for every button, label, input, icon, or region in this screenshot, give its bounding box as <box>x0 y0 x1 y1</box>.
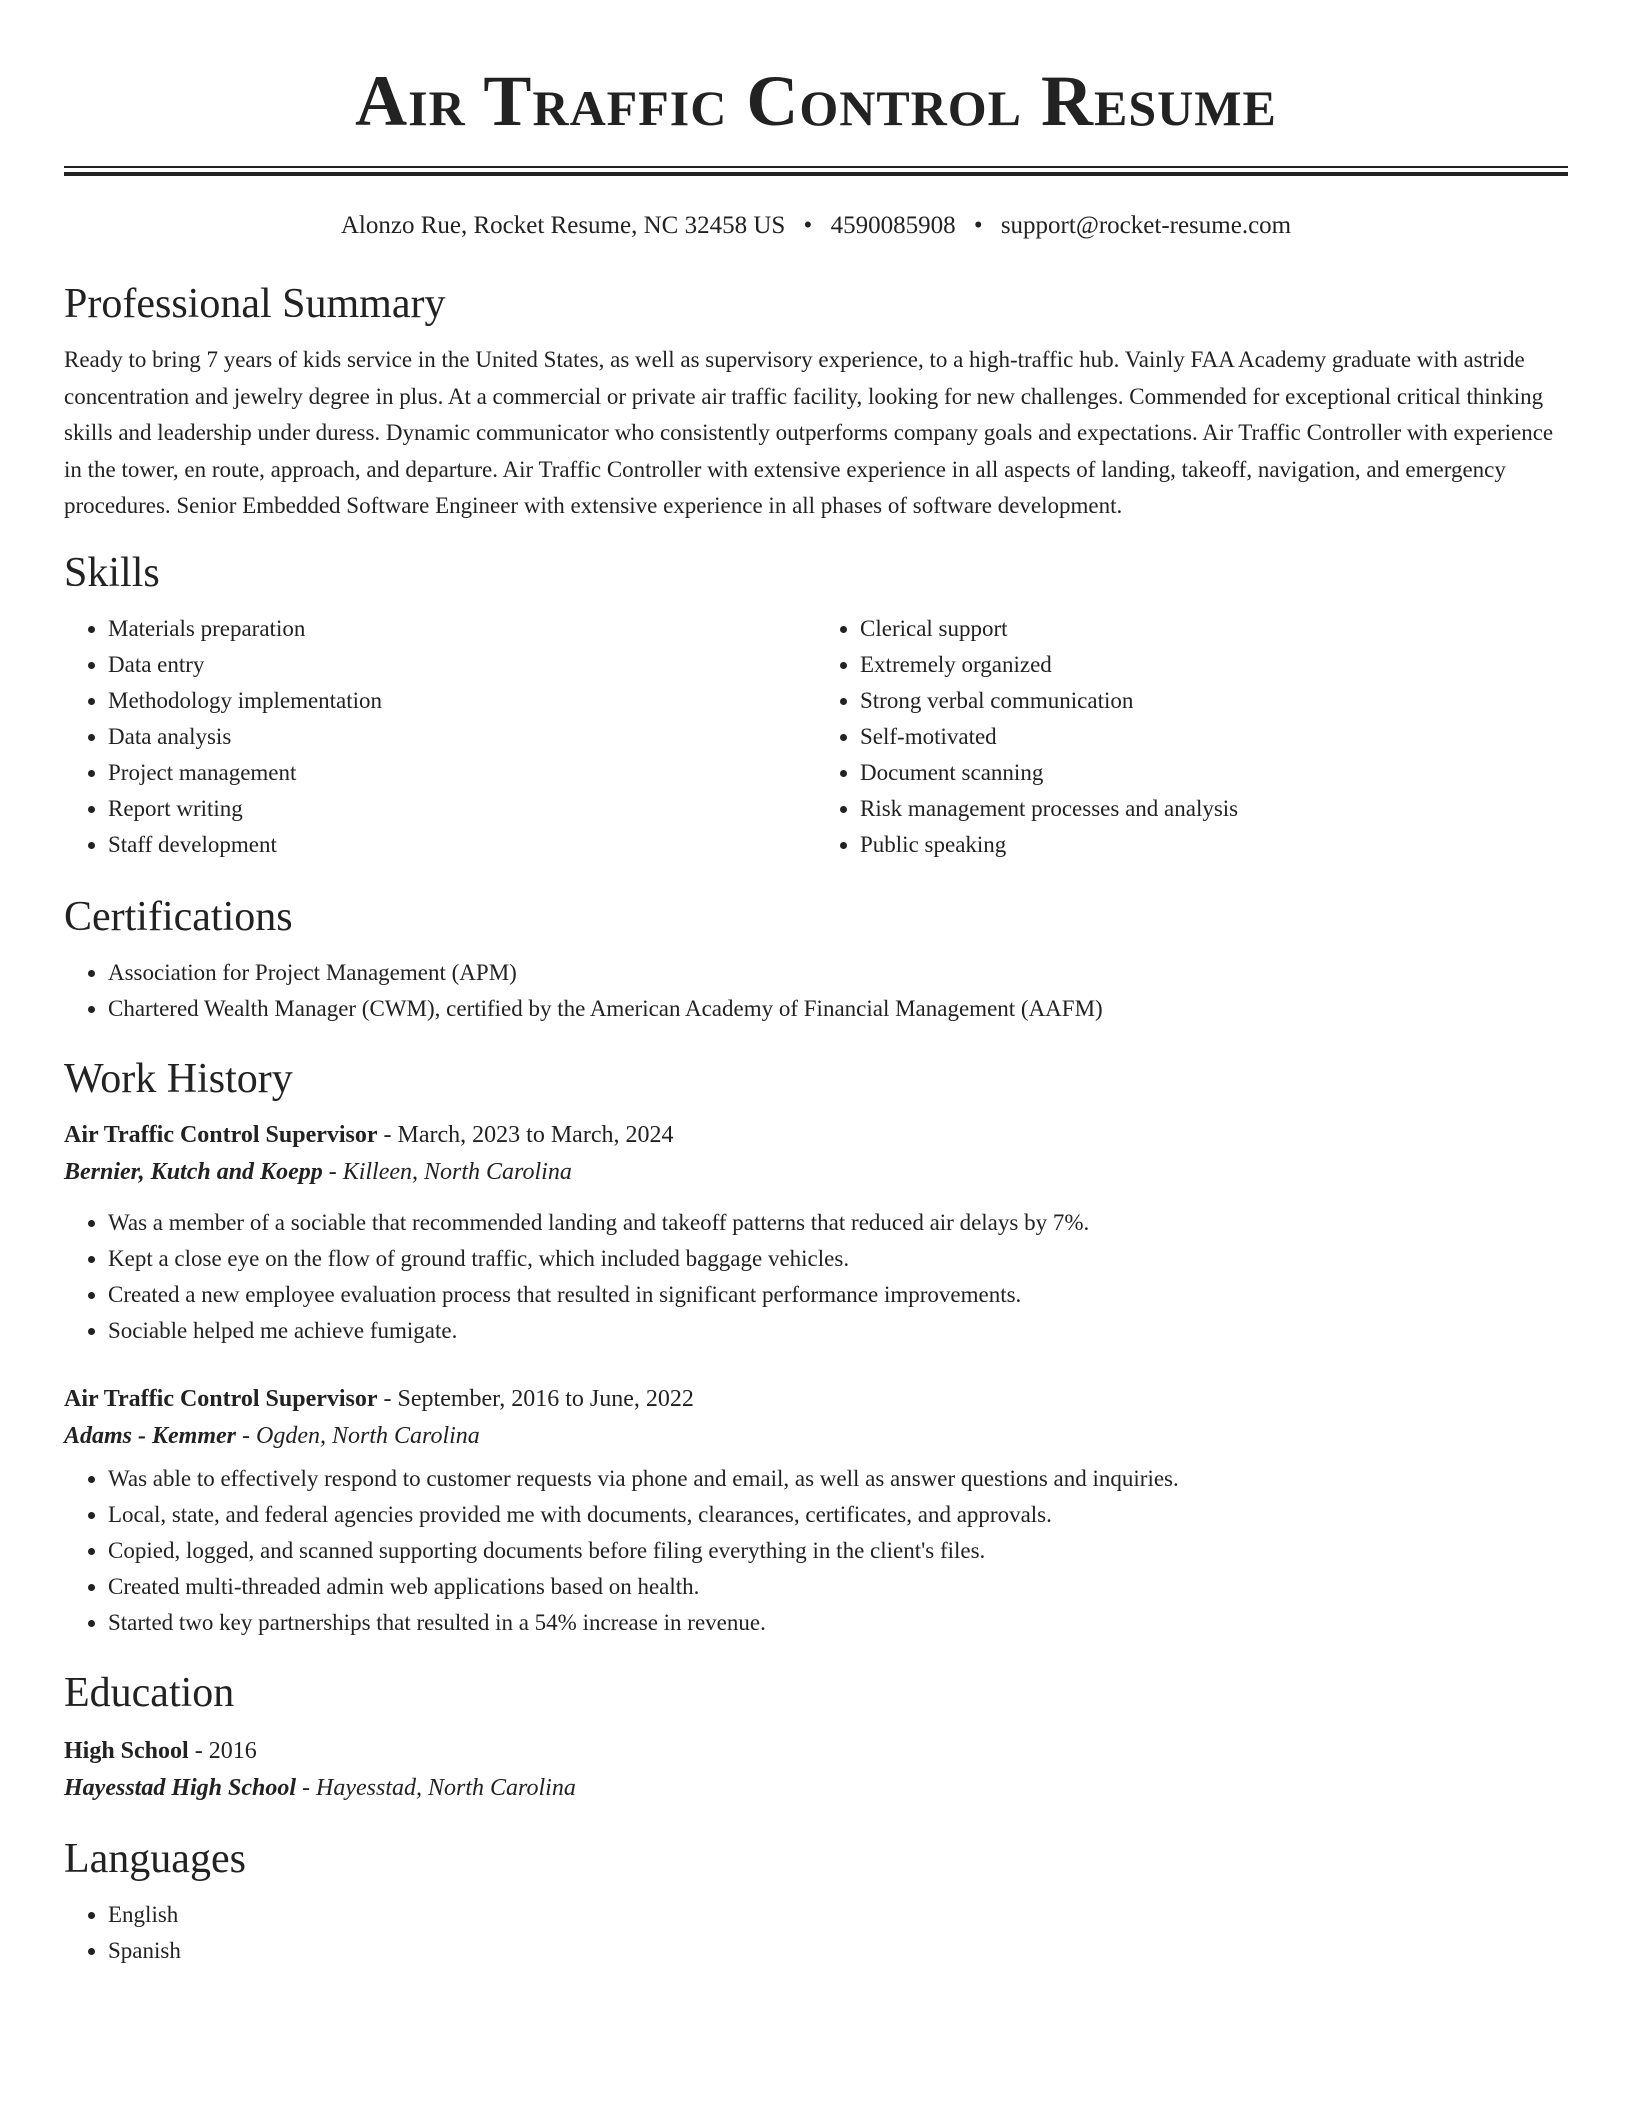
contact-line <box>64 210 1568 242</box>
education-degree: High School <box>64 1737 189 1764</box>
skill-item: • Self-motivated <box>860 719 1568 755</box>
education-location: - Hayesstad, North Carolina <box>302 1774 576 1801</box>
contact-address: Alonzo Rue, Rocket Resume, NC 32458 US <box>340 212 786 239</box>
certifications-heading: Certifications <box>64 893 293 940</box>
job-header <box>64 1381 1568 1417</box>
certification-item: • Association for Project Management (APM) <box>108 955 1568 991</box>
title-divider <box>64 166 1568 176</box>
work-history-heading: Work History <box>64 1055 293 1102</box>
skills-column-right <box>816 611 1568 863</box>
skill-item: • Report writing <box>108 791 816 827</box>
contact-separator: • <box>973 212 983 239</box>
skill-item: • Public speaking <box>860 827 1568 863</box>
skills-grid <box>64 611 1568 863</box>
job-duty: • Copied, logged, and scanned supporting documents before filing everything in the client's files. <box>108 1533 1568 1569</box>
job-employer <box>64 1153 1568 1191</box>
skills-list-right <box>816 611 1568 863</box>
job-dates: - September, 2016 to June, 2022 <box>383 1385 694 1412</box>
job-duty: • Was able to effectively respond to customer requests via phone and email, as well as answer questions and inquiries. <box>108 1461 1568 1497</box>
skill-item: • Staff development <box>108 827 816 863</box>
language-item: • Spanish <box>108 1933 1568 1969</box>
job-header <box>64 1117 1568 1153</box>
job-employer <box>64 1417 1568 1455</box>
job-title: Air Traffic Control Supervisor <box>64 1121 378 1148</box>
skill-item: • Project management <box>108 755 816 791</box>
language-item: • English <box>108 1897 1568 1933</box>
skills-heading: Skills <box>64 549 160 596</box>
summary-heading: Professional Summary <box>64 281 446 327</box>
job-duty: • Kept a close eye on the flow of ground traffic, which included baggage vehicles. <box>108 1241 1568 1277</box>
education-entry <box>64 1733 1568 1807</box>
job-duty: • Was a member of a sociable that recommended landing and takeoff patterns that reduced air delays by 7%. <box>108 1205 1568 1241</box>
skill-item: • Clerical support <box>860 611 1568 647</box>
education-year: - 2016 <box>194 1737 257 1764</box>
skill-item: • Risk management processes and analysis <box>860 791 1568 827</box>
certification-item: • Chartered Wealth Manager (CWM), certified by the American Academy of Financial Management (AAFM) <box>108 991 1568 1027</box>
job-location: - Ogden, North Carolina <box>242 1422 480 1449</box>
certifications-list <box>64 955 1568 1027</box>
skills-column-left <box>64 611 816 863</box>
education-header <box>64 1733 1568 1769</box>
job-duty: • Started two key partnerships that resulted in a 54% increase in revenue. <box>108 1605 1568 1641</box>
contact-email: support@rocket-resume.com <box>1000 212 1292 239</box>
job-duty: • Created a new employee evaluation process that resulted in significant performance improvements. <box>108 1277 1568 1313</box>
job-duties <box>64 1461 1568 1641</box>
skill-item: • Extremely organized <box>860 647 1568 683</box>
education-heading: Education <box>64 1669 235 1716</box>
skill-item: • Data analysis <box>108 719 816 755</box>
contact-separator: • <box>803 212 813 239</box>
skill-item: • Strong verbal communication <box>860 683 1568 719</box>
job-title: Air Traffic Control Supervisor <box>64 1385 378 1412</box>
resume-title: Air Traffic Control Resume <box>355 61 1277 141</box>
skill-item: • Data entry <box>108 647 816 683</box>
job-dates: - March, 2023 to March, 2024 <box>383 1121 674 1148</box>
contact-phone: 4590085908 <box>830 212 956 239</box>
skills-list-left <box>64 611 816 863</box>
languages-heading: Languages <box>64 1835 246 1882</box>
job-location: - Killeen, North Carolina <box>328 1158 572 1185</box>
education-school-line <box>64 1769 1568 1807</box>
job-duty: • Local, state, and federal agencies provided me with documents, clearances, certificates, and approvals. <box>108 1497 1568 1533</box>
job-duty: • Sociable helped me achieve fumigate. <box>108 1313 1568 1349</box>
job-duties <box>64 1205 1568 1349</box>
languages-list <box>64 1897 1568 1969</box>
skill-item: • Document scanning <box>860 755 1568 791</box>
job-entry <box>64 1117 1568 1349</box>
job-duty: • Created multi-threaded admin web applications based on health. <box>108 1569 1568 1605</box>
education-school: Hayesstad High School <box>64 1774 297 1801</box>
skill-item: • Methodology implementation <box>108 683 816 719</box>
skill-item: • Materials preparation <box>108 611 816 647</box>
job-entry <box>64 1381 1568 1641</box>
job-company: Adams - Kemmer <box>64 1422 236 1449</box>
job-company: Bernier, Kutch and Koepp <box>64 1158 323 1185</box>
summary-text: Ready to bring 7 years of kids service in the United States, as well as supervisory experience, to a high-traffic hub. Vainly FAA Academy graduate with astride concentration and jewelry degree in plus. At a commercial or private air traffic facility, looking for new challenges. Commended for exceptional critical thinking skills and leadership under duress. Dynamic communicator who consistently outperforms company goals and expectations. Air Traffic Controller with experience in the tower, en route, approach, and departure. Air Traffic Controller with extensive experience in all aspects of landing, takeoff, navigation, and emergency procedures. Senior Embedded Software Engineer with extensive experience in all phases of software development. <box>64 347 1554 519</box>
